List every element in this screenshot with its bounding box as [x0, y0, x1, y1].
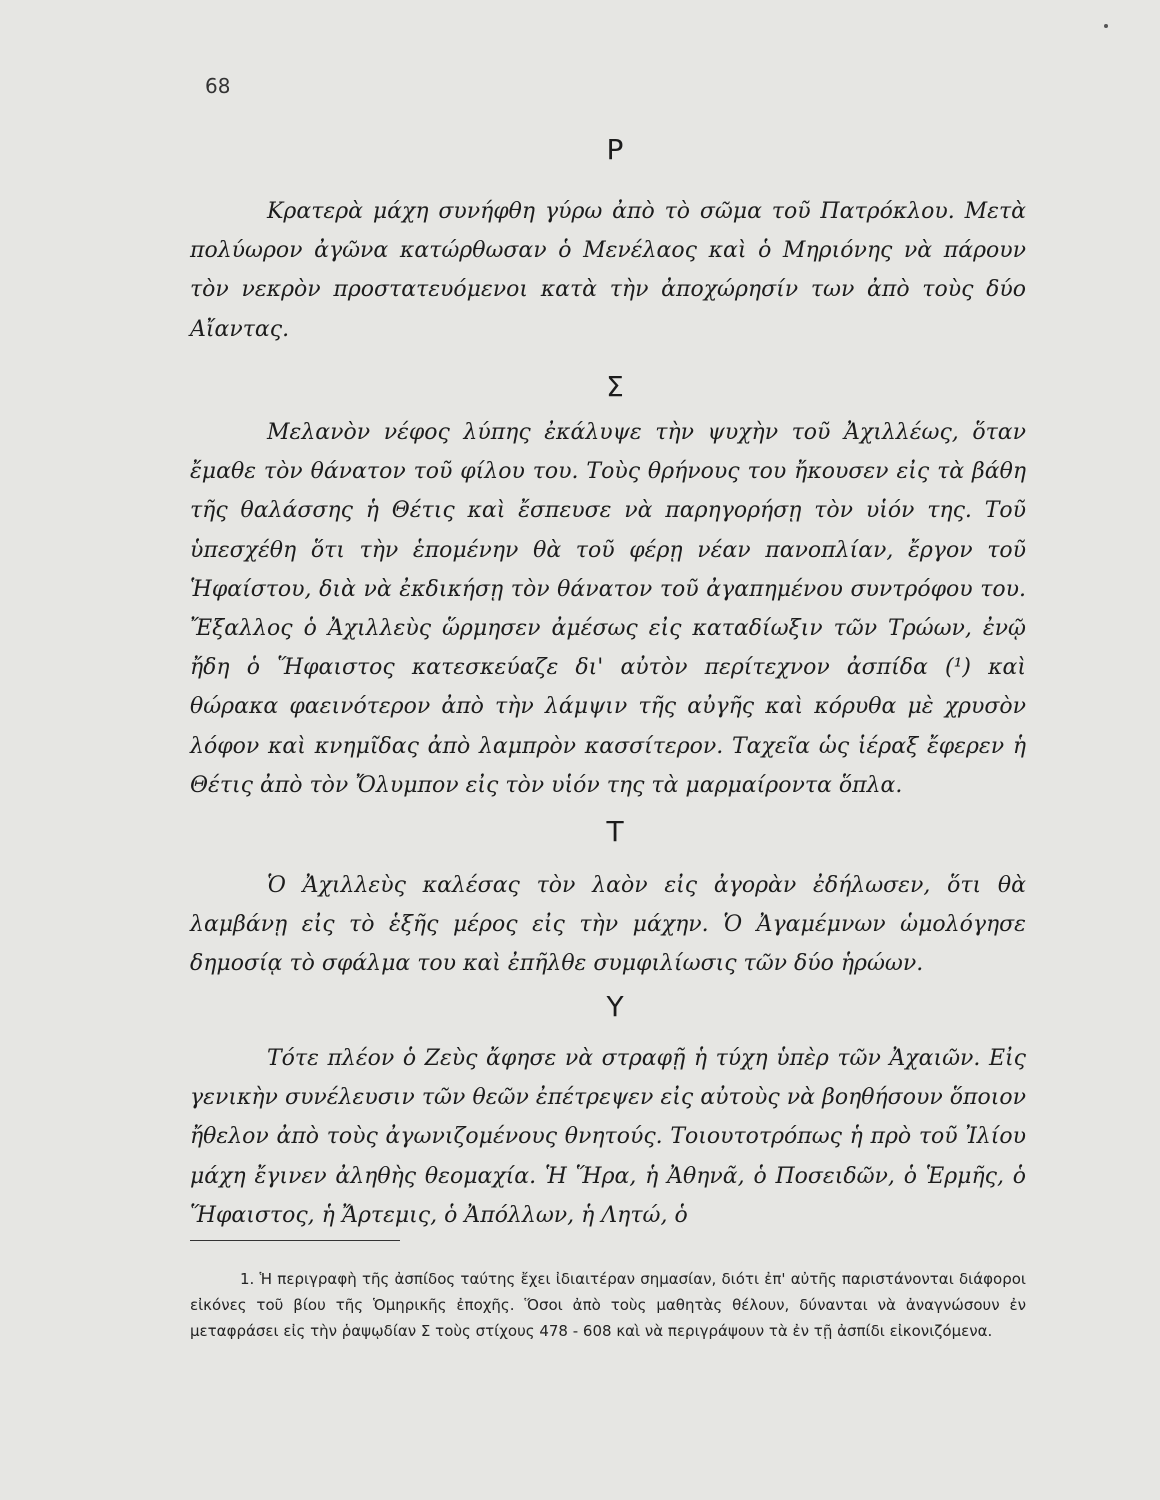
section-upsilon-text: Τότε πλέον ὁ Ζεὺς ἄφησε νὰ στραφῇ ἡ τύχη ὑπὲρ τῶν Ἀχαιῶν. Εἰς γενικὴν συνέλευσιν τῶν θεῶν ἐπέτρεψεν εἰς αὐτοὺς νὰ βοηθήσουν ὅποιον ἤθελον ἀπὸ τοὺς ἀγωνιζομένους θνητούς. Τοιουτοτρόπως ἡ πρὸ τοῦ Ἰλίου μάχη ἔγινεν ἀληθὴς θεομαχία. Ἡ Ἥρα, ἡ Ἀθηνᾶ, ὁ Ποσειδῶν, ὁ Ἑρμῆς, ὁ Ἥφαιστος, ἡ Ἄρτεμις, ὁ Ἀπόλλων, ἡ Λητώ, ὁ [190, 1046, 1026, 1228]
section-tau-text: Ὁ Ἀχιλλεὺς καλέσας τὸν λαὸν εἰς ἀγορὰν ἐδήλωσεν, ὅτι θὰ λαμβάνῃ εἰς τὸ ἑξῆς μέρος εἰς τὴν μάχην. Ὁ Ἀγαμέμνων ὡμολόγησε δημοσίᾳ τὸ σφάλμα του καὶ ἐπῆλθε συμφιλίωσις τῶν δύο ἡρώων. [190, 873, 1026, 977]
section-rho-text: Κρατερὰ μάχη συνήφθη γύρω ἀπὸ τὸ σῶμα τοῦ Πατρόκλου. Μετὰ πολύωρον ἀγῶνα κατώρθωσαν ὁ Μενέλαος καὶ ὁ Μηριόνης νὰ πάρουν τὸν νεκρὸν προστατευόμενοι κατὰ τὴν ἀποχώρησίν των ἀπὸ τοὺς δύο Αἴαντας. [190, 199, 1026, 342]
section-letter-sigma: Σ [606, 370, 624, 403]
scan-speck [1104, 24, 1108, 28]
section-letter-tau: Τ [606, 815, 624, 848]
page-number: 68 [205, 74, 231, 98]
footnote: 1. Ἡ περιγραφὴ τῆς ἀσπίδος ταύτης ἔχει ἰδιαιτέραν σημασίαν, διότι ἐπ' αὐτῆς παριστάνονται διάφοροι εἰκόνες τοῦ βίου τῆς Ὁμηρικῆς ἐποχῆς. Ὅσοι ἀπὸ τοὺς μαθητὰς θέλουν, δύνανται νὰ ἀναγνώσουν ἐν μεταφράσει εἰς τὴν ῥαψῳδίαν Σ τοὺς στίχους 478 - 608 καὶ νὰ περιγράψουν τὰ ἐν τῇ ἀσπίδι εἰκονιζόμενα. [190, 1270, 1026, 1340]
section-letter-rho: Ρ [606, 133, 624, 166]
section-letter-upsilon: Υ [606, 990, 624, 1023]
footnote-rule [190, 1240, 400, 1241]
section-sigma-text: Μελανὸν νέφος λύπης ἐκάλυψε τὴν ψυχὴν τοῦ Ἀχιλλέως, ὅταν ἔμαθε τὸν θάνατον τοῦ φίλου του. Τοὺς θρήνους του ἤκουσεν εἰς τὰ βάθη τῆς θαλάσσης ἡ Θέτις καὶ ἔσπευσε νὰ παρηγορήσῃ τὸν υἱόν της. Τοῦ ὑπεσχέθη ὅτι τὴν ἑπομένην θὰ τοῦ φέρῃ νέαν πανοπλίαν, ἔργον τοῦ Ἡφαίστου, διὰ νὰ ἐκδικήσῃ τὸν θάνατον τοῦ ἀγαπημένου συντρόφου του. Ἔξαλλος ὁ Ἀχιλλεὺς ὥρμησεν ἀμέσως εἰς καταδίωξιν τῶν Τρώων, ἐνῷ ἤδη ὁ Ἥφαιστος κατεσκεύαζε δι' αὐτὸν περίτεχνον ἀσπίδα (¹) καὶ θώρακα φαεινότερον ἀπὸ τὴν λάμψιν τῆς αὐγῆς καὶ κόρυθα μὲ χρυσὸν λόφον καὶ κνημῖδας ἀπὸ λαμπρὸν κασσίτερον. Ταχεῖα ὡς ἱέραξ ἔφερεν ἡ Θέτις ἀπὸ τὸν Ὄλυμπον εἰς τὸν υἱόν της τὰ μαρμαίροντα ὅπλα. [190, 420, 1026, 798]
